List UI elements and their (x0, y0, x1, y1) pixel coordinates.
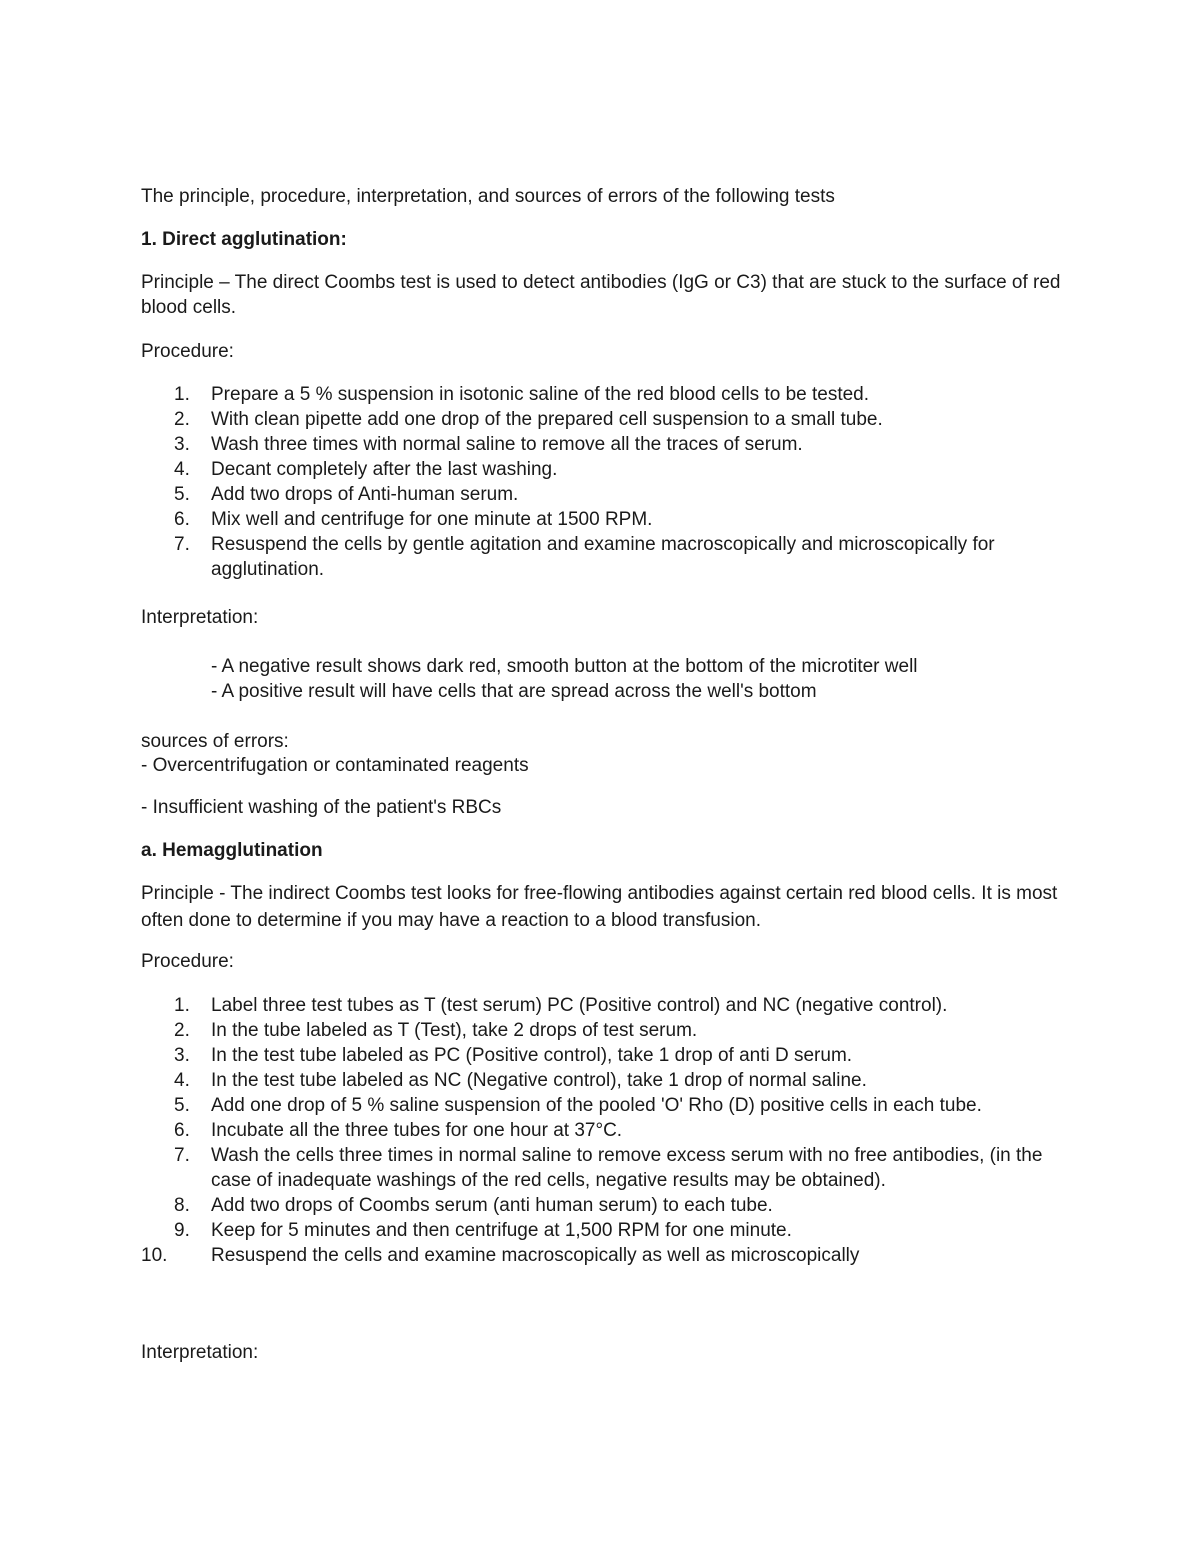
list-item: 4. In the test tube labeled as NC (Negative control), take 1 drop of normal saline. (174, 1070, 867, 1091)
list-item: 4. Decant completely after the last washing. (174, 459, 558, 480)
section2-procedure-list (141, 993, 1061, 1268)
list-item: 5. Add two drops of Anti-human serum. (174, 484, 519, 505)
section2-heading: a. Hemagglutination (141, 840, 323, 861)
list-item: 6. Incubate all the three tubes for one hour at 37°C. (174, 1120, 623, 1141)
list-item: 3. Wash three times with normal saline to remove all the traces of serum. (174, 434, 803, 455)
section1-heading: 1. Direct agglutination: (141, 229, 347, 250)
section1-error-item: - Overcentrifugation or contaminated reagents (141, 755, 529, 776)
section1-interpretation-positive: - A positive result will have cells that are spread across the well's bottom (211, 681, 817, 702)
list-item: 6. Mix well and centrifuge for one minute at 1500 RPM. (174, 509, 653, 530)
list-item: 1. Prepare a 5 % suspension in isotonic saline of the red blood cells to be tested. (174, 384, 870, 405)
list-item: 8. Add two drops of Coombs serum (anti human serum) to each tube. (174, 1195, 773, 1216)
section1-error-item: - Insufficient washing of the patient's RBCs (141, 797, 502, 818)
list-item: 10. Resuspend the cells and examine macroscopically as well as microscopically (141, 1245, 860, 1266)
list-item: 1. Label three test tubes as T (test serum) PC (Positive control) and NC (negative control). (174, 995, 948, 1016)
section1-interpretation-negative: - A negative result shows dark red, smooth button at the bottom of the microtiter well (211, 656, 918, 677)
section1-interpretation-label: Interpretation: (141, 607, 259, 628)
list-item: 7. Wash the cells three times in normal saline to remove excess serum with no free antibodies, (in the case of inadequate washings of the red cells, negative results may be obtained). (174, 1145, 1043, 1191)
section1-errors-label: sources of errors: (141, 731, 289, 752)
list-item: 2. With clean pipette add one drop of the prepared cell suspension to a small tube. (174, 409, 883, 430)
section2-principle: Principle - The indirect Coombs test looks for free-flowing antibodies against certain red blood cells. It is most often done to determine if you may have a reaction to a blood transfusion. (141, 883, 1058, 931)
list-item: 9. Keep for 5 minutes and then centrifuge at 1,500 RPM for one minute. (174, 1220, 792, 1241)
list-item: 3. In the test tube labeled as PC (Positive control), take 1 drop of anti D serum. (174, 1045, 853, 1066)
section2-procedure-label: Procedure: (141, 951, 234, 972)
section1-principle: Principle – The direct Coombs test is used to detect antibodies (IgG or C3) that are stuck to the surface of red blood cells. (141, 272, 1061, 318)
intro-text: The principle, procedure, interpretation, and sources of errors of the following tests (141, 186, 835, 207)
list-item: 2. In the tube labeled as T (Test), take 2 drops of test serum. (174, 1020, 698, 1041)
list-item: 7. Resuspend the cells by gentle agitation and examine macroscopically and microscopically for agglutination. (174, 534, 995, 580)
list-item: 5. Add one drop of 5 % saline suspension of the pooled 'O' Rho (D) positive cells in each tube. (174, 1095, 982, 1116)
section1-procedure-list (141, 382, 1061, 582)
section1-procedure-label: Procedure: (141, 341, 234, 362)
section2-interpretation-label: Interpretation: (141, 1342, 259, 1363)
